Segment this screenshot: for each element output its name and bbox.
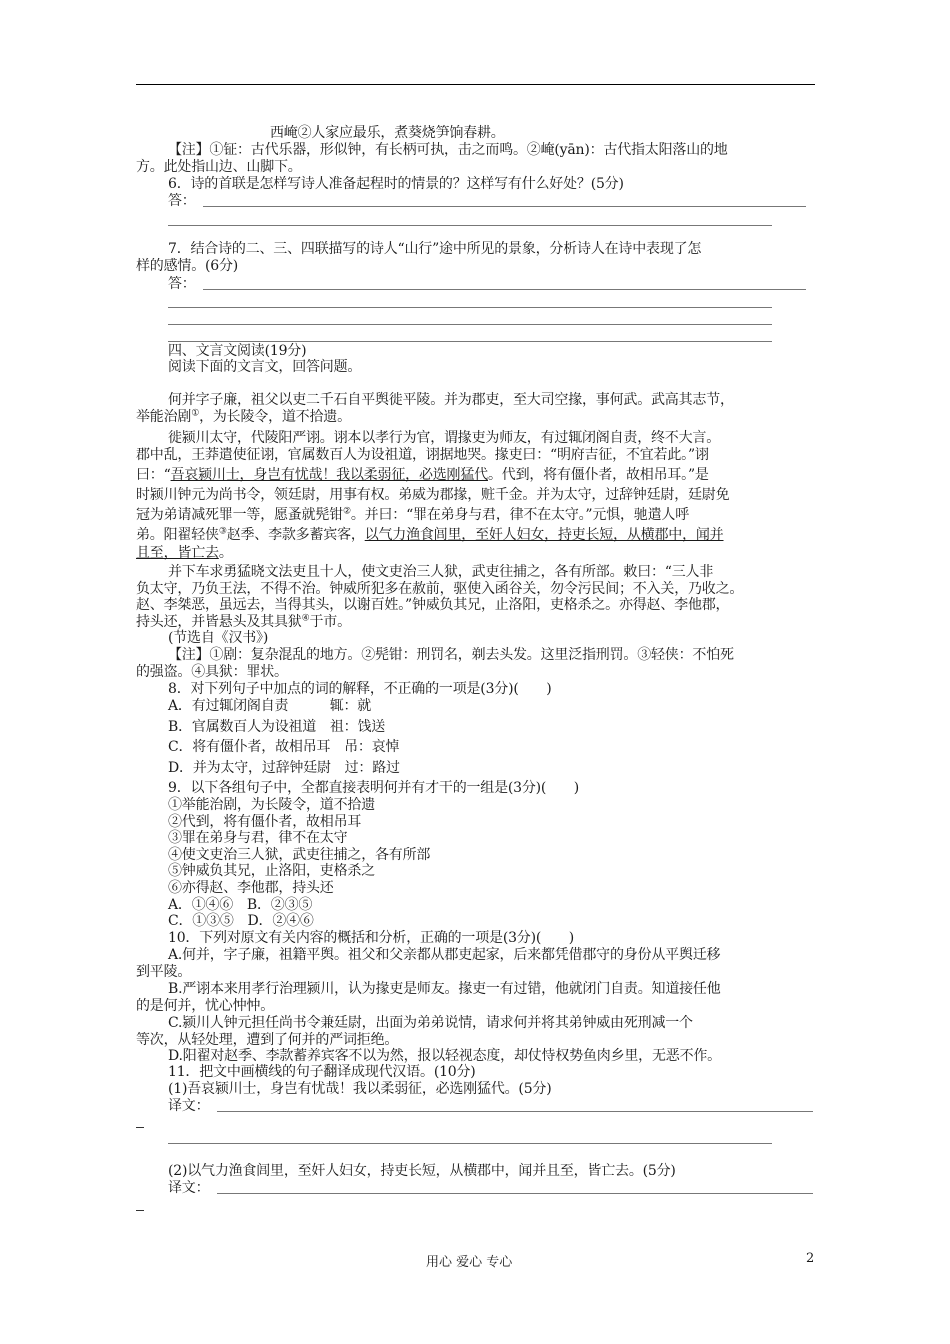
answer-line[interactable] (168, 324, 772, 326)
q8-option-d: D．并为太守，过辞钟廷尉 过：路过 (168, 760, 400, 776)
q10-option-b: B.严诩本来用孝行治理颍川，认为掾吏是师友。掾吏一有过错，他就闭门自责。知道接任他 (168, 981, 721, 997)
section-4-instruction: 阅读下面的文言文，回答问题。 (168, 359, 362, 375)
answer-line[interactable] (168, 1143, 772, 1145)
answer-line[interactable] (217, 1193, 813, 1195)
q8-option-b: B．官属数百人为设祖道 祖：饯送 (168, 719, 386, 735)
poem-note-line-1: 【注】①钲：古代乐器，形似钟，有长柄可执，击之而鸣。②崦(yān)：古代指太阳落山的地 (168, 142, 728, 158)
header-rule (136, 84, 815, 85)
passage-line: 持头还，并皆悬头及其具狱④于市。 (136, 613, 351, 630)
q10-option-a-cont: 到平陵。 (136, 964, 192, 980)
passage-line: 且至，皆亡去。 (136, 545, 233, 561)
q8-option-c: C．将有僵仆者，故相吊耳 吊：哀悼 (168, 739, 400, 755)
q11-part-2: (2)以气力渔食闾里，至奸人妇女，持吏长短，从横郡中，闻并且至，皆亡去。(5分) (168, 1163, 676, 1179)
passage-note-line-1: 【注】①剧：复杂混乱的地方。②髡钳：刑罚名，剃去头发。这里泛指刑罚。③轻侠：不怕死 (168, 647, 734, 663)
q10-option-b-cont: 的是何并，忧心忡忡。 (136, 998, 274, 1014)
footnote-marker: ④ (301, 613, 310, 624)
q11-part-1: (1)吾哀颍川士，身岂有忧哉！我以柔弱征，必选刚猛代。(5分) (168, 1081, 552, 1097)
poem-note-line-2: 方。此处指山边、山脚下。 (136, 159, 302, 175)
passage-line: 郡中乱，王莽遣使征诩，官属数百人为设祖道，诩据地哭。掾吏曰：“明府吉征，不宜若此。”诩 (136, 447, 709, 463)
question-7-line-2: 样的感情。(6分) (136, 258, 239, 274)
answer-line[interactable] (217, 1111, 813, 1113)
footnote-marker: ② (343, 506, 351, 517)
q10-option-c-cont: 等次，从轻处理，遭到了何并的严词拒绝。 (136, 1032, 399, 1048)
poem-last-line: 西崦②人家应最乐，煮葵烧笋饷春耕。 (270, 125, 505, 141)
footnote-marker: ① (191, 408, 200, 419)
answer-label-q7: 答： (168, 276, 196, 292)
translate-label-1: 译文： (168, 1098, 210, 1114)
passage-source: (节选自《汉书》) (168, 630, 269, 646)
question-8: 8．对下列句子中加点的词的解释，不正确的一项是(3分)( ) (168, 681, 552, 697)
answer-line[interactable] (203, 289, 806, 291)
answer-line[interactable] (168, 225, 772, 227)
underlined-sentence-1: 吾哀颍川士，身岂有忧哉！我以柔弱征，必选刚猛代 (170, 467, 488, 483)
translate-label-2: 译文： (168, 1180, 210, 1196)
passage-line: 徙颍川太守，代陵阳严诩。诩本以孝行为官，谓掾吏为师友，有过辄闭阁自责，终不大言。 (168, 430, 720, 446)
section-4-title: 四、文言文阅读(19分) (168, 343, 307, 359)
q9-item: ②代到，将有僵仆者，故相吊耳 (168, 814, 362, 830)
question-11: 11．把文中画横线的句子翻译成现代汉语。(10分) (168, 1064, 476, 1080)
passage-line: 举能治剧①，为长陵令，道不拾遗。 (136, 408, 351, 425)
answer-label-q6: 答： (168, 193, 196, 209)
footer-slogan: 用心 爱心 专心 (426, 1255, 513, 1270)
passage-line: 弟。阳翟轻侠③赵季、李款多蓄宾客，以气力渔食闾里，至奸人妇女，持吏长短，从横郡中，闻并 (136, 526, 724, 543)
q9-item: ③罪在弟身与君，律不在太守 (168, 830, 348, 846)
passage-line: 赵、李桀恶，虽远去，当得其头，以谢百姓。”钟威负其兄，止洛阳，吏格杀之。亦得赵、李他郡， (136, 597, 730, 613)
passage-line: 冠为弟请减死罪一等，愿蚤就髡钳②。并曰：“罪在弟身与君，律不在太守。”元惧，驰遣人呼 (136, 506, 689, 523)
answer-line[interactable] (168, 307, 772, 309)
underlined-sentence-2: 以气力渔食闾里，至奸人妇女，持吏长短，从横郡中，闻并 (364, 527, 724, 543)
answer-line[interactable] (203, 206, 806, 208)
passage-line: 时颍川钟元为尚书令，领廷尉，用事有权。弟威为郡掾，赃千金。并为太守，过辞钟廷尉，廷尉免 (136, 487, 730, 503)
q9-options-cd: C．①③⑤ D．②④⑥ (168, 913, 314, 929)
passage-note-line-2: 的强盗。④具狱：罪状。 (136, 664, 288, 680)
q10-option-a: A.何并，字子廉，祖籍平舆。祖父和父亲都从郡吏起家，后来都凭借郡守的身份从平舆迁移 (168, 947, 721, 963)
question-10: 10．下列对原文有关内容的概括和分析，正确的一项是(3分)( ) (168, 930, 574, 946)
q9-item: ④使文吏治三人狱，武吏往捕之，各有所部 (168, 847, 431, 863)
question-7-line-1: 7．结合诗的二、三、四联描写的诗人“山行”途中所见的景象，分析诗人在诗中表现了怎 (168, 241, 702, 257)
question-9: 9．以下各组句子中，全都直接表明何并有才干的一组是(3分)( ) (168, 780, 580, 796)
footnote-marker: ③ (218, 526, 227, 537)
q10-option-d: D.阳翟对赵季、李款蓄养宾客不以为然，报以轻视态度，却仗恃权势鱼肉乡里，无恶不作。 (168, 1048, 721, 1064)
q9-options-ab: A．①④⑥ B．②③⑤ (168, 897, 313, 913)
q10-option-c: C.颍川人钟元担任尚书令兼廷尉，出面为弟弟说情，请求何并将其弟钟威由死刑减一个 (168, 1015, 693, 1031)
stray-dash (136, 1127, 144, 1128)
q9-item: ⑤钟威负其兄，止洛阳，吏格杀之 (168, 863, 375, 879)
passage-line: 何并字子廉，祖父以吏二千石自平舆徙平陵。并为郡吏，至大司空掾，事何武。武高其志节， (168, 392, 734, 408)
passage-line: 并下车求勇猛晓文法吏且十人，使文吏治三人狱，武吏往捕之，各有所部。敕曰：“三人非 (168, 564, 714, 580)
page-number: 2 (806, 1251, 815, 1266)
passage-line: 负太守，乃负王法，不得不治。钟威所犯多在赦前，驱使入函谷关，勿令污民间；不入关，乃收之。 (136, 581, 744, 597)
passage-line: 曰：“吾哀颍川士，身岂有忧哉！我以柔弱征，必选刚猛代。代到，将有僵仆者，故相吊耳。”是 (136, 467, 709, 483)
q8-option-a: A．有过辄闭阁自责 辄：就 (168, 698, 372, 714)
stray-dash (136, 1210, 144, 1211)
question-6: 6．诗的首联是怎样写诗人准备起程时的情景的？这样写有什么好处？(5分) (168, 176, 624, 192)
underlined-sentence-2-cont: 且至，皆亡去 (136, 545, 219, 561)
q9-item: ⑥亦得赵、李他郡，持头还 (168, 880, 334, 896)
q9-item: ①举能治剧，为长陵令，道不拾遗 (168, 797, 375, 813)
